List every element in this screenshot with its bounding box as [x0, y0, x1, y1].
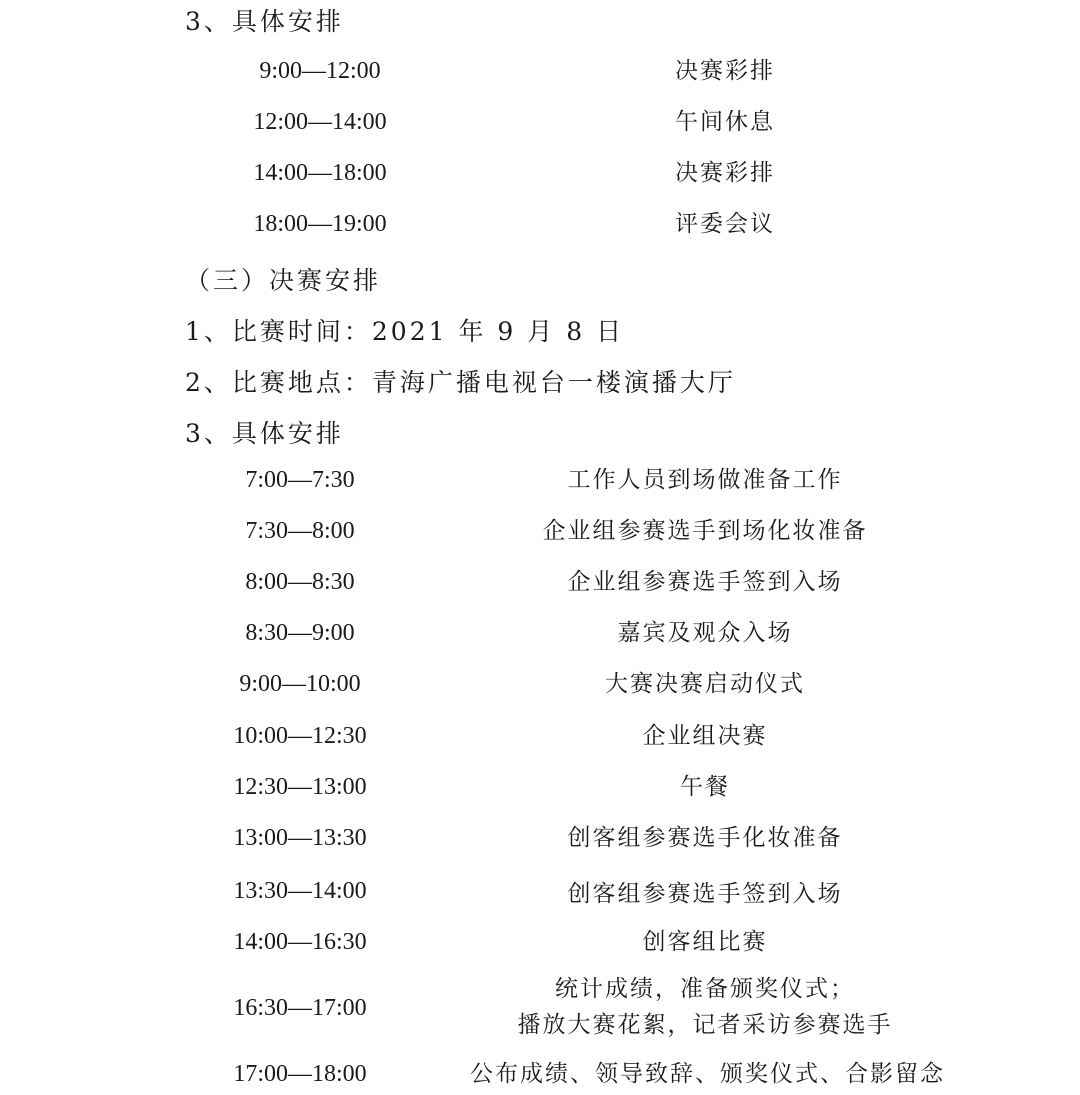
final-time-7: 12:30—13:00	[233, 774, 367, 800]
final-activity-1: 工作人员到场做准备工作	[567, 467, 843, 493]
rehearsal-time-1: 9:00—12:00	[259, 58, 381, 84]
final-section-heading: （三）决赛安排	[185, 266, 382, 295]
final-time-5: 9:00—10:00	[239, 671, 361, 697]
rehearsal-schedule-heading: 3、具体安排	[185, 7, 344, 36]
final-time-3: 8:00—8:30	[245, 569, 355, 595]
final-time-11: 16:30—17:00	[233, 995, 367, 1021]
rehearsal-time-2: 12:00—14:00	[253, 109, 387, 135]
final-activity-11-line-1: 统计成绩，准备颁奖仪式；	[555, 976, 855, 1002]
final-time-10: 14:00—16:30	[233, 929, 367, 955]
final-activity-9: 创客组参赛选手签到入场	[567, 881, 843, 907]
final-time-8: 13:00—13:30	[233, 825, 367, 851]
rehearsal-activity-4: 评委会议	[675, 211, 775, 237]
rehearsal-time-3: 14:00—18:00	[253, 160, 387, 186]
final-activity-11	[470, 971, 940, 1043]
final-time-2: 7:30—8:00	[245, 518, 355, 544]
final-activity-2: 企业组参赛选手到场化妆准备	[542, 518, 868, 544]
final-time-9: 13:30—14:00	[233, 878, 367, 904]
rehearsal-activity-3: 决赛彩排	[675, 160, 775, 186]
final-activity-11-line-2: 播放大赛花絮，记者采访参赛选手	[517, 1012, 893, 1038]
final-activity-3: 企业组参赛选手签到入场	[567, 569, 843, 595]
rehearsal-activity-2: 午间休息	[675, 109, 775, 135]
final-schedule-heading: 3、具体安排	[185, 419, 344, 448]
final-activity-7: 午餐	[680, 774, 730, 800]
final-activity-8: 创客组参赛选手化妆准备	[567, 825, 843, 851]
final-time-line: 1、比赛时间：2021 年 9 月 8 日	[185, 317, 625, 346]
final-activity-6: 企业组决赛	[642, 723, 768, 749]
final-activity-4: 嘉宾及观众入场	[617, 620, 793, 646]
final-activity-5: 大赛决赛启动仪式	[605, 671, 805, 697]
rehearsal-time-4: 18:00—19:00	[253, 211, 387, 237]
final-time-12: 17:00—18:00	[233, 1061, 367, 1087]
final-activity-12: 公布成绩、领导致辞、颁奖仪式、合影留念	[470, 1061, 945, 1087]
final-time-4: 8:30—9:00	[245, 620, 355, 646]
final-venue-line: 2、比赛地点：青海广播电视台一楼演播大厅	[185, 368, 736, 397]
final-activity-10: 创客组比赛	[642, 929, 768, 955]
final-time-1: 7:00—7:30	[245, 467, 355, 493]
rehearsal-activity-1: 决赛彩排	[675, 58, 775, 84]
final-time-6: 10:00—12:30	[233, 723, 367, 749]
